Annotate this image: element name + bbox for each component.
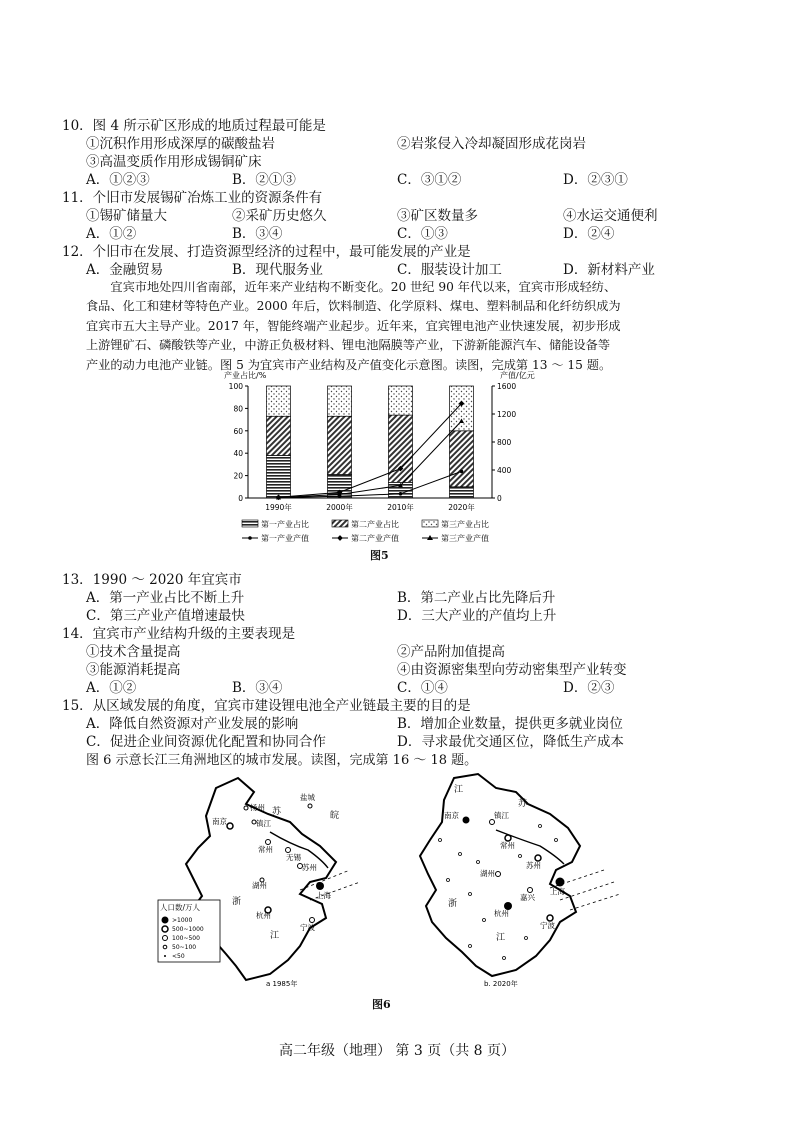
bar-segment <box>450 431 474 487</box>
place-label: 盐城 <box>300 793 315 802</box>
x-tick-label: 1990年 <box>265 503 292 512</box>
province-label: 江 <box>454 785 464 795</box>
legend-symbol-500-1000 <box>162 926 168 932</box>
bar-segment <box>389 386 413 415</box>
province-label: 江 <box>496 933 506 943</box>
left-tick-label: 100 <box>228 382 243 391</box>
place-label: 常州 <box>500 841 515 850</box>
passage-yibin <box>86 278 712 375</box>
left-tick-label: 40 <box>233 449 243 459</box>
place-label: 镇江 <box>256 819 271 828</box>
place-label: 南京 <box>212 817 227 826</box>
legend-item: >1000 <box>172 917 193 924</box>
legend-secondary-output: 第二产业产值 <box>351 534 399 543</box>
q12-choice-d: D．新材料产业 <box>563 262 655 278</box>
q14-option-1: ①技术含量提高 <box>86 644 181 660</box>
place-label: 嘉兴 <box>520 893 535 902</box>
legend-swatch-primary-share <box>242 520 258 527</box>
right-axis-label: 产值/亿元 <box>500 371 535 380</box>
q15-choice-c: C．促进企业间资源优化配置和协同合作 <box>86 734 326 750</box>
bar-segment <box>328 386 352 416</box>
right-tick-label: 1600 <box>497 382 517 391</box>
legend-secondary-share: 第二产业占比 <box>351 520 399 529</box>
figure-6-caption: 图6 <box>372 998 391 1011</box>
figure-5-chart <box>220 370 540 540</box>
right-tick-label: 400 <box>497 466 512 475</box>
series-line <box>279 471 462 497</box>
map-2020 <box>400 770 640 990</box>
q12-choice-c: C．服装设计加工 <box>397 262 502 278</box>
q14-choice-a: A．①② <box>86 680 137 696</box>
q11-stem: 11．个旧市发展锡矿冶炼工业的资源条件有 <box>62 190 323 206</box>
legend-swatch-tertiary-share <box>422 520 438 527</box>
legend-symbol-under-50 <box>164 955 166 957</box>
right-tick-label: 0 <box>497 494 502 503</box>
place-label: 南京 <box>444 811 459 820</box>
q13-stem: 13．1990 ～ 2020 年宜宾市 <box>62 572 242 588</box>
bar-segment <box>267 386 291 416</box>
q10-choice-d: D．②③① <box>563 172 628 188</box>
province-label: 浙 <box>448 899 458 909</box>
x-tick-label: 2020年 <box>448 503 475 512</box>
q10-stem: 10．图 4 所示矿区形成的地质过程最可能是 <box>62 118 326 134</box>
province-label: 皖 <box>330 811 340 821</box>
place-label: 扬州 <box>250 803 265 812</box>
province-label: 苏 <box>518 799 528 809</box>
q12-stem: 12．个旧市在发展、打造资源型经济的过程中，最可能发展的产业是 <box>62 244 471 260</box>
place-label: 苏州 <box>526 861 541 870</box>
legend-primary-share: 第一产业占比 <box>261 520 309 529</box>
q11-option-4: ④水运交通便利 <box>563 208 658 224</box>
legend-tertiary-share: 第三产业占比 <box>441 520 489 529</box>
q12-choice-b: B．现代服务业 <box>232 262 323 278</box>
q11-option-2: ②采矿历史悠久 <box>232 208 327 224</box>
q14-choice-c: C．①④ <box>397 680 448 696</box>
q11-choice-b: B．③④ <box>232 226 283 242</box>
place-label: 上海 <box>550 887 565 896</box>
map-legend-title: 人口数/万人 <box>160 903 201 912</box>
passage-line: 宜宾市地处四川省南部，近年来产业结构不断变化。20 世纪 90 年代以来，宜宾市形成轻纺、 <box>110 280 617 294</box>
legend-item: 50~100 <box>172 944 197 951</box>
q15-choice-a: A．降低自然资源对产业发展的影响 <box>86 716 299 732</box>
q15-choice-b: B．增加企业数量，提供更多就业岗位 <box>397 716 623 732</box>
map-b-label: b. 2020年 <box>484 980 518 988</box>
legend-item: 100~500 <box>172 935 200 942</box>
q11-choice-a: A．①② <box>86 226 137 242</box>
place-label: 湖州 <box>252 881 267 890</box>
left-tick-label: 0 <box>238 494 243 503</box>
bar-segment <box>267 455 291 498</box>
legend-primary-output: 第一产业产值 <box>261 534 309 543</box>
figure-5-caption: 图5 <box>370 549 389 562</box>
q14-option-3: ③能源消耗提高 <box>86 662 181 678</box>
q10-choice-b: B．②①③ <box>232 172 296 188</box>
figure-5-legend <box>240 518 510 546</box>
place-label: 湖州 <box>480 869 495 878</box>
map-a-label: a 1985年 <box>266 980 298 988</box>
province-label: 江 <box>270 931 280 941</box>
left-tick-label: 80 <box>233 404 243 414</box>
place-label: 苏州 <box>302 863 317 872</box>
q10-option-2: ②岩浆侵入冷却凝固形成花岗岩 <box>397 136 586 152</box>
q10-choice-c: C．③①② <box>397 172 462 188</box>
passage-yangtze-delta: 图 6 示意长江三角洲地区的城市发展。读图，完成第 16 ～ 18 题。 <box>86 753 478 768</box>
q13-choice-d: D．三大产业的产值均上升 <box>397 608 557 624</box>
q10-choice-a: A．①②③ <box>86 172 150 188</box>
legend-symbol-over-1000 <box>162 917 169 924</box>
q14-option-2: ②产品附加值提高 <box>397 644 505 660</box>
bar-segment <box>328 416 352 474</box>
left-tick-label: 20 <box>233 471 243 481</box>
legend-item: 500~1000 <box>172 926 204 933</box>
page-footer: 高二年级（地理） 第 3 页（共 8 页） <box>278 1043 516 1059</box>
province-label: 苏 <box>272 807 282 817</box>
q15-stem: 15．从区域发展的角度，宜宾市建设锂电池全产业链最主要的目的是 <box>62 698 471 714</box>
q11-choice-c: C．①③ <box>397 226 448 242</box>
place-label: 上海 <box>316 891 331 900</box>
place-label: 杭州 <box>494 909 509 918</box>
x-tick-label: 2000年 <box>326 503 353 512</box>
q13-choice-a: A．第一产业占比不断上升 <box>86 590 245 606</box>
legend-symbol-50-100 <box>163 945 167 949</box>
q14-option-4: ④由资源密集型向劳动密集型产业转变 <box>397 662 627 678</box>
passage-line: 宜宾市五大主导产业。2017 年，智能终端产业起步。近年来，宜宾锂电池产业快速发展，初步形成 <box>86 318 621 333</box>
province-label: 浙 <box>232 897 242 907</box>
place-label: 宁波 <box>540 921 555 930</box>
x-tick-label: 2010年 <box>387 503 414 512</box>
q13-choice-b: B．第二产业占比先降后升 <box>397 590 556 606</box>
q13-choice-c: C．第三产业产值增速最快 <box>86 608 245 624</box>
left-axis-label: 产业占比/% <box>224 371 267 380</box>
place-label: 宁波 <box>300 923 315 932</box>
q12-choice-a: A．金融贸易 <box>86 262 164 278</box>
q10-option-1: ①沉积作用形成深厚的碳酸盐岩 <box>86 136 275 152</box>
right-tick-label: 800 <box>497 438 512 447</box>
place-label: 镇江 <box>494 811 509 820</box>
bar-segment <box>450 487 474 498</box>
q10-option-3: ③高温变质作用形成锡铜矿床 <box>86 154 262 170</box>
legend-marker-primary <box>248 536 252 540</box>
q14-choice-b: B．③④ <box>232 680 283 696</box>
line-point <box>399 492 403 496</box>
left-tick-label: 60 <box>233 426 243 436</box>
bar-segment <box>267 416 291 455</box>
legend-item: <50 <box>172 953 185 960</box>
q15-choice-d: D．寻求最优交通区位，降低生产成本 <box>397 734 624 750</box>
bar-segment <box>450 386 474 431</box>
map-1985 <box>150 770 390 990</box>
yangtze-river-1985 <box>270 832 328 868</box>
q14-choice-d: D．②③ <box>563 680 615 696</box>
place-label: 常州 <box>258 845 273 854</box>
legend-symbol-100-500 <box>163 936 168 941</box>
passage-line: 食品、化工和建材等特色产业。2000 年后，饮料制造、化学原料、煤电、塑料制品和化纤纺织成为 <box>86 299 621 314</box>
q11-choice-d: D．②④ <box>563 226 615 242</box>
passage-line: 产业的动力电池产业链。图 5 为宜宾市产业结构及产值变化示意图。读图，完成第 13 ～ 15 题。 <box>86 357 612 372</box>
place-label: 无锡 <box>286 853 301 862</box>
passage-line: 上游锂矿石、磷酸铁等产业，中游正负极材料、锂电池隔膜等产业，下游新能源汽车、储能设备等 <box>86 338 611 353</box>
right-tick-label: 1200 <box>497 410 517 419</box>
q11-option-1: ①锡矿储量大 <box>86 208 167 224</box>
legend-swatch-secondary-share <box>332 520 348 527</box>
line-point <box>460 470 464 474</box>
legend-marker-secondary <box>337 535 343 541</box>
legend-tertiary-output: 第三产业产值 <box>441 534 489 543</box>
q11-option-3: ③矿区数量多 <box>397 208 478 224</box>
place-label: 杭州 <box>256 911 271 920</box>
q14-stem: 14．宜宾市产业结构升级的主要表现是 <box>62 626 296 642</box>
